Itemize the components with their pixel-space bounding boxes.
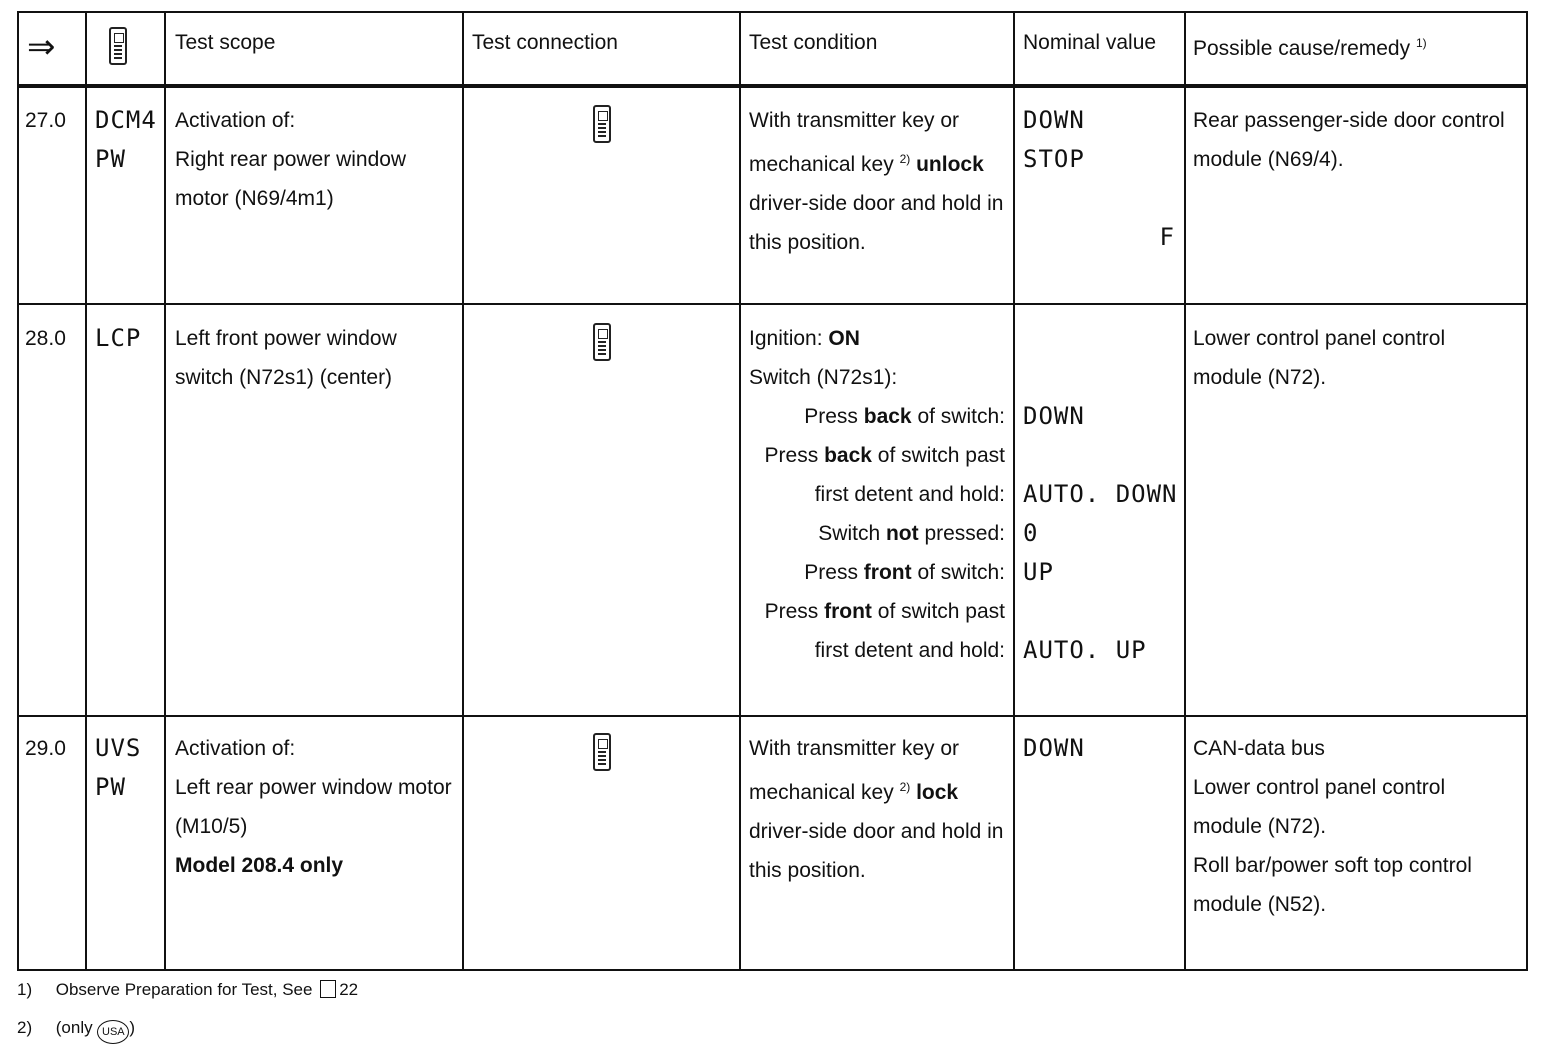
row-number: 28.0 — [25, 327, 66, 350]
column-divider — [1184, 13, 1186, 969]
row-code: UVS PW — [95, 734, 142, 801]
usa-badge-icon: USA — [97, 1020, 129, 1044]
header-test-connection: Test connection — [472, 31, 618, 54]
switch-step: Press back of switch: — [804, 405, 1005, 428]
diagnostic-test-table — [17, 11, 1528, 971]
header-nominal-value: Nominal value — [1023, 31, 1157, 54]
header-test-condition: Test condition — [749, 31, 878, 54]
column-divider — [1013, 13, 1015, 969]
switch-step: Switch not pressed: — [818, 522, 1005, 545]
footnote-1: 1) Observe Preparation for Test, See 22 — [17, 980, 359, 999]
switch-step: first detent and hold: — [814, 639, 1005, 662]
nominal-values: DOWN AUTO. DOWN 0 UP AUTO. UP — [1023, 402, 1178, 664]
row-code: LCP — [95, 324, 142, 352]
row-divider — [19, 715, 1526, 717]
possible-cause: Lower control panel control module (N72). — [1193, 327, 1446, 389]
switch-step: first detent and hold: — [814, 483, 1005, 506]
header-possible-cause: Possible cause/remedy $^{1)}$ — [1193, 36, 1427, 60]
footnote-2: 2) (only USA ) — [17, 1018, 135, 1044]
test-scope: Activation of: Left rear power window motor (M10/5) Model 208.4 only — [175, 737, 452, 877]
column-divider — [739, 13, 741, 969]
remote-tester-icon — [109, 27, 127, 65]
test-scope: Left front power window switch (N72s1) (center) — [175, 327, 397, 389]
nominal-value: DOWN — [1023, 734, 1085, 762]
row-number: 27.0 — [25, 109, 66, 132]
remote-tester-icon — [593, 733, 611, 771]
row-divider — [19, 303, 1526, 305]
test-scope: Activation of: Right rear power window motor (N69/4m1) — [175, 109, 407, 210]
test-condition: With transmitter key or mechanical key $^{2)}$ lock driver-side door and hold in this position. — [749, 737, 1004, 882]
test-condition: With transmitter key or mechanical key $^{2)}$ unlock driver-side door and hold in this position. — [749, 109, 1004, 254]
switch-step: Press back of switch past — [764, 444, 1005, 467]
header-test-scope: Test scope — [175, 31, 276, 54]
row-code: DCM4 PW — [95, 106, 157, 173]
switch-step: Press front of switch: — [804, 561, 1005, 584]
column-divider — [85, 13, 87, 969]
column-divider — [164, 13, 166, 969]
row-number: 29.0 — [25, 737, 66, 760]
switch-steps — [749, 397, 1005, 670]
header-divider — [19, 84, 1526, 88]
nominal-value: DOWN STOP F — [1023, 106, 1175, 251]
column-divider — [462, 13, 464, 969]
switch-step: Press front of switch past — [764, 600, 1005, 623]
remote-tester-icon — [593, 105, 611, 143]
remote-tester-icon — [593, 323, 611, 361]
page-reference-icon — [320, 980, 336, 998]
possible-cause: CAN-data bus Lower control panel control module (N72). Roll bar/power soft top control module (N52). — [1193, 737, 1472, 916]
arrow-header: ⇒ — [27, 28, 56, 66]
possible-cause: Rear passenger-side door control module (N69/4). — [1193, 109, 1505, 171]
test-condition-intro: Ignition: ON Switch (N72s1): — [749, 327, 898, 389]
